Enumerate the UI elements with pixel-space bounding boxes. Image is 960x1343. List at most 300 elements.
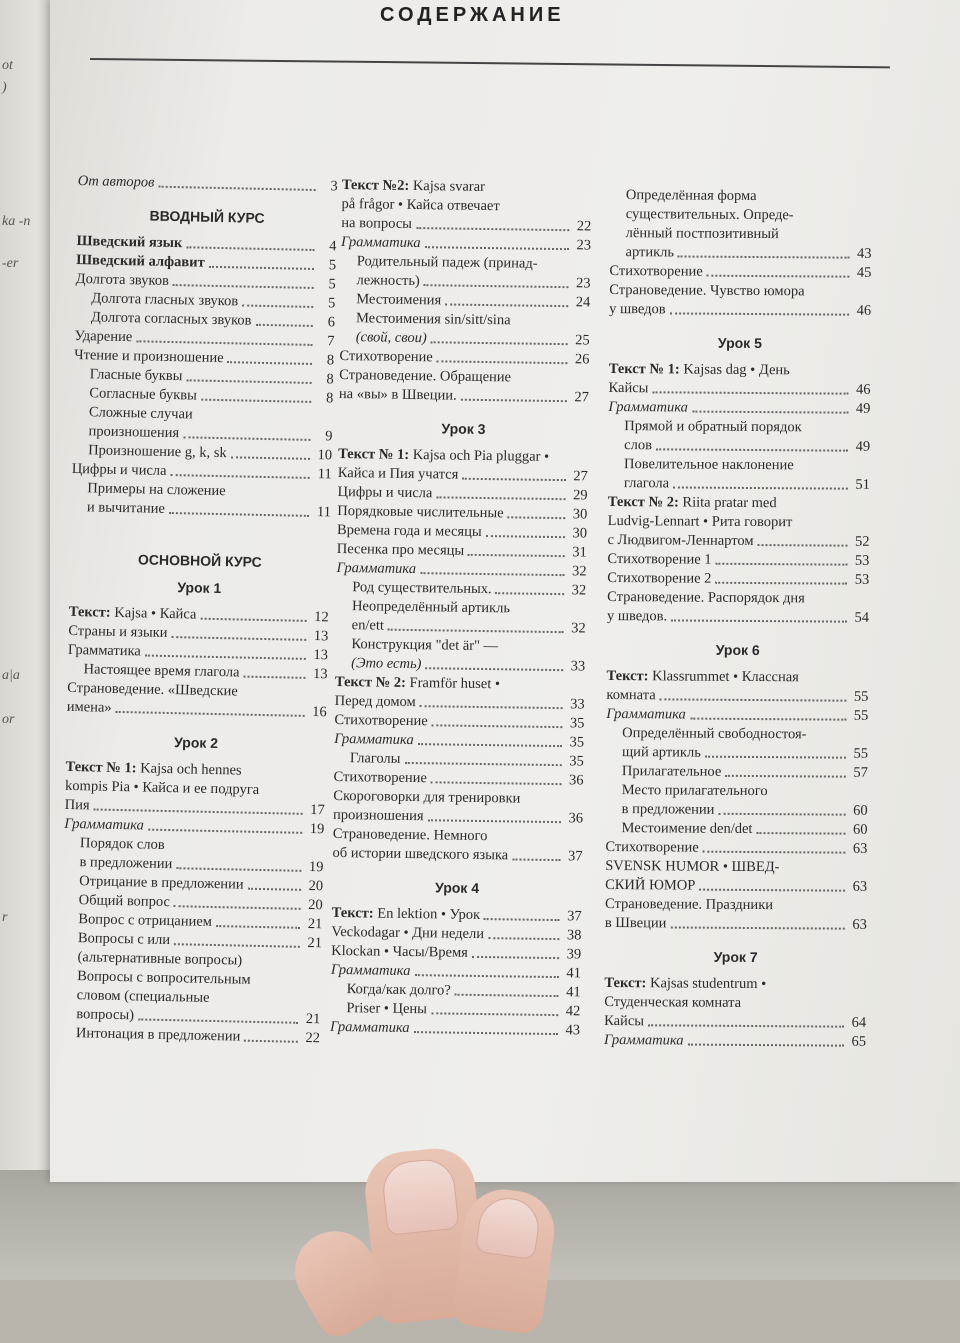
dot-leader [176, 867, 301, 872]
toc-page-number: 30 [572, 525, 588, 542]
dot-leader [715, 582, 847, 585]
toc-entry[interactable] [608, 398, 870, 419]
toc-page-number: 6 [327, 314, 336, 331]
dot-leader [244, 1040, 298, 1043]
toc-entry-title: Стихотворение [333, 768, 428, 787]
dot-leader [201, 399, 312, 403]
toc-entry[interactable] [608, 436, 870, 457]
toc-page-number: 49 [855, 400, 871, 417]
toc-entry[interactable] [67, 698, 327, 722]
dot-leader [431, 781, 562, 785]
toc-entry-title: об истории шведского языка [332, 844, 509, 864]
toc-page-number: 32 [571, 620, 586, 637]
toc-entry-title: Ударение [74, 327, 133, 346]
toc-page-number: 22 [305, 1029, 321, 1047]
left-fragment: ka -n [2, 214, 31, 229]
dot-leader [472, 956, 559, 959]
toc-entry[interactable] [606, 686, 868, 707]
toc-page-number: 9 [325, 428, 333, 445]
toc-page-number: 17 [310, 802, 325, 819]
toc-entry-title: Долгота звуков [75, 270, 170, 289]
toc-page-number: 10 [317, 447, 333, 464]
toc-entry-title: en/ett [351, 617, 385, 634]
toc-entry-title: Текст №2: Kajsa svarar [341, 176, 486, 195]
toc-entry-title: Текст № 1: Kajsa och hennes [65, 758, 242, 779]
dot-leader [455, 994, 559, 997]
dot-leader [756, 832, 845, 835]
dot-leader [242, 304, 313, 307]
toc-column-1 [60, 172, 338, 1048]
toc-entry[interactable] [607, 607, 869, 628]
toc-entry[interactable] [608, 455, 870, 476]
toc-entry-title: Стихотворение 1 [607, 550, 712, 568]
section-heading: Урок 1 [177, 579, 222, 597]
toc-page-number: 7 [327, 333, 335, 350]
toc-entry[interactable] [607, 531, 869, 552]
toc-entry-title: Песенка про месяцы [336, 540, 465, 559]
dot-leader [703, 851, 846, 854]
toc-entry-title: Общий вопрос [78, 892, 171, 911]
dot-leader [673, 486, 848, 489]
toc-entry[interactable] [608, 512, 870, 533]
toc-entry-title: Стихотворение [339, 347, 433, 366]
toc-entry-title: Текст: Kajsa • Кайса [68, 603, 197, 623]
dot-leader [186, 379, 311, 384]
dot-leader [660, 698, 847, 701]
toc-entry-title: у шведов. [606, 607, 668, 625]
toc-page-number: 33 [570, 658, 586, 675]
dot-leader [158, 186, 315, 191]
dot-leader [648, 1024, 844, 1027]
toc-entry-title: в Швеции [604, 914, 667, 932]
toc-entry-title: Veckodagar • Дни недели [331, 923, 485, 943]
toc-page-number: 27 [573, 468, 588, 485]
toc-page-number: 46 [856, 302, 872, 319]
toc-page-number: 5 [328, 257, 337, 274]
dot-leader [437, 360, 568, 364]
toc-entry-title: Неопределённый артикль [351, 598, 511, 617]
dot-leader [484, 918, 560, 921]
dot-leader [725, 775, 846, 778]
toc-entry[interactable] [607, 569, 869, 590]
toc-entry-title: Интонация в предложении [75, 1025, 241, 1045]
dot-leader [462, 478, 566, 481]
toc-page-number: 5 [328, 276, 336, 293]
dot-leader [174, 905, 301, 910]
section-heading: Урок 3 [441, 420, 486, 438]
toc-entry-title: Грамматика [608, 398, 689, 416]
toc-entry-title: Пия [64, 796, 90, 814]
toc-entry-title: Текст № 2: Riita pratar med [607, 493, 777, 512]
toc-entry-title: Стихотворение [609, 262, 703, 280]
toc-page-number: 23 [576, 237, 592, 254]
toc-page-number: 31 [572, 544, 587, 561]
toc-entry-title: слов [624, 437, 653, 454]
toc-entry-title: Определённая форма [625, 187, 757, 205]
dot-leader [388, 629, 564, 633]
toc-entry-title: Вопросы с или [77, 930, 171, 949]
toc-entry-title: у шведов [609, 300, 666, 318]
dot-leader [173, 284, 314, 289]
title-divider [90, 58, 890, 68]
toc-page-number: 63 [852, 840, 868, 857]
toc-entry-title: Кайсы [604, 1012, 645, 1030]
toc-entry-title: Текст № 2: Framför huset • [334, 673, 501, 693]
toc-entry-title: Грамматика [340, 233, 421, 252]
toc-entry[interactable] [606, 781, 868, 802]
toc-page-number: 8 [326, 371, 334, 388]
toc-page-number: 35 [569, 753, 584, 770]
dot-leader [690, 718, 847, 721]
toc-entry-title: Вопрос с отрицанием [78, 911, 213, 930]
toc-page-number: 54 [854, 609, 870, 626]
dot-leader [420, 705, 563, 709]
dot-leader [248, 888, 301, 891]
toc-entry-title: Место прилагательного [621, 782, 768, 800]
toc-page-number: 11 [316, 504, 332, 521]
toc-entry-title: (свой, свои) [355, 329, 427, 347]
toc-page-number: 43 [856, 245, 872, 262]
toc-entry[interactable] [609, 243, 871, 264]
toc-entry-title: Перед домом [334, 692, 416, 711]
toc-entry-title: Цифры и числа [71, 460, 167, 479]
toc-page-number: 63 [852, 916, 867, 933]
toc-page-number: 33 [570, 696, 585, 713]
page-title: СОДЕРЖАНИЕ [380, 4, 565, 26]
toc-entry-title: комната [606, 686, 656, 704]
toc-page-number: 13 [313, 647, 329, 664]
dot-leader [707, 275, 850, 278]
left-page-edge [0, 0, 52, 1280]
dot-leader [169, 512, 309, 517]
left-fragment: or [2, 712, 15, 727]
toc-page-number: 57 [853, 764, 868, 781]
left-fragment: ) [2, 80, 7, 95]
toc-entry-title: kompis Pia • Кайса и ее подруга [64, 777, 260, 798]
dot-leader [228, 361, 313, 365]
hand [260, 1120, 600, 1300]
toc-entry-title: Грамматика [330, 1018, 410, 1037]
toc-entry[interactable] [604, 1031, 866, 1052]
toc-entry-title: глагола [623, 475, 670, 492]
toc-entry[interactable] [60, 1024, 320, 1048]
book-page [50, 0, 960, 1182]
toc-entry-title: Скороговорки для тренировки [333, 787, 521, 807]
section-heading: Урок 5 [717, 334, 762, 352]
toc-entry-title: Примеры на сложение [87, 480, 226, 500]
section-heading: ВВОДНЫЙ КУРС [149, 207, 265, 226]
toc-page-number: 49 [855, 438, 871, 455]
dot-leader [699, 889, 845, 892]
toc-entry-title: Грамматика [330, 961, 411, 980]
toc-entry[interactable] [609, 379, 871, 400]
toc-entry-title: Сложные случаи [88, 404, 193, 423]
dot-leader [183, 436, 310, 441]
dot-leader [678, 255, 850, 258]
toc-entry-title: Цифры и числа [337, 483, 433, 502]
toc-entry-title: Чтение и произношение [74, 346, 224, 367]
toc-entry-title: Студенческая комната [604, 993, 742, 1011]
toc-entry-title: Конструкция "det är" — [351, 636, 499, 655]
toc-entry-title: Грамматика [334, 730, 414, 749]
toc-entry[interactable] [606, 743, 868, 764]
toc-entry[interactable] [608, 493, 870, 514]
dot-leader [209, 266, 314, 270]
toc-entry-title: Повелительное наклонение [624, 456, 794, 474]
toc-page-number: 20 [308, 877, 324, 895]
dot-leader [145, 655, 306, 660]
dot-leader [418, 743, 563, 747]
dot-leader [508, 516, 566, 519]
toc-entry[interactable] [339, 385, 589, 407]
toc-page-number: 19 [308, 858, 324, 876]
toc-entry[interactable] [605, 819, 867, 840]
toc-entry[interactable] [604, 974, 866, 995]
toc-page-number: 21 [307, 915, 323, 933]
section-heading: Урок 7 [713, 948, 758, 966]
toc-entry-title: щий артикль [621, 744, 701, 761]
section-heading: Урок 4 [434, 879, 480, 896]
dot-leader [404, 762, 561, 766]
toc-entry-title: Порядковые числительные [337, 502, 504, 522]
toc-entry-title: Текст: Klassrummet • Классная [606, 667, 799, 686]
toc-entry-title: артикль [625, 244, 675, 261]
toc-entry-title: Кайса и Пия учатся [337, 464, 459, 483]
left-fragment: a|a [2, 668, 20, 683]
dot-leader [688, 1044, 845, 1047]
toc-entry-title: Грамматика [336, 559, 417, 578]
toc-entry-title: Прямой и обратный порядок [624, 418, 802, 436]
toc-entry-title: произношения [332, 806, 424, 825]
toc-page-number: 12 [314, 609, 329, 626]
dot-leader [428, 819, 561, 823]
dot-leader [424, 284, 569, 288]
dot-leader [231, 456, 310, 460]
toc-page-number: 63 [852, 878, 868, 895]
toc-page-number: 21 [307, 934, 323, 952]
toc-entry-title: Родительный падеж (принад- [356, 253, 538, 272]
toc-page-number: 29 [572, 487, 588, 504]
toc-entry-title: Страноведение. Обращение [339, 366, 512, 386]
toc-entry-title: Порядок слов [79, 835, 165, 853]
toc-entry-title: Текст № 1: Kajsas dag • День [608, 360, 790, 379]
toc-entry[interactable] [607, 588, 869, 609]
toc-entry-title: От авторов [77, 172, 155, 191]
toc-entry[interactable] [605, 838, 867, 859]
dot-leader [461, 399, 567, 402]
toc-entry-title: Priser • Цены [346, 1000, 428, 1018]
toc-entry-title: Шведский язык [76, 232, 183, 252]
toc-page-number: 3 [330, 178, 338, 195]
toc-entry[interactable] [610, 205, 872, 226]
toc-entry[interactable] [606, 724, 868, 745]
toc-page-number: 53 [854, 571, 870, 588]
toc-page-number: 8 [325, 390, 334, 407]
dot-leader [445, 303, 568, 307]
toc-entry-title: Вопросы с вопросительным [76, 968, 251, 988]
toc-entry-title: Прилагательное [621, 763, 722, 780]
fingernail [475, 1194, 542, 1260]
toc-entry-title: Определённый свободностоя- [622, 725, 807, 743]
dot-leader [416, 227, 569, 231]
toc-entry-title: (альтернативные вопросы) [77, 949, 243, 969]
toc-entry[interactable] [78, 172, 338, 196]
toc-entry-title: Страноведение. Праздники [604, 895, 774, 914]
toc-page-number: 20 [308, 896, 323, 914]
toc-entry[interactable] [605, 895, 867, 916]
dot-leader [716, 563, 848, 566]
toc-entry-title: Грамматика [67, 641, 141, 660]
dot-leader [488, 937, 559, 940]
dot-leader [652, 391, 848, 394]
toc-page-number: 5 [327, 295, 336, 312]
toc-page-number: 65 [851, 1033, 867, 1050]
toc-entry[interactable] [606, 800, 868, 821]
dot-leader [148, 829, 303, 834]
toc-page-number: 35 [569, 734, 585, 751]
toc-page-number: 26 [574, 351, 590, 368]
toc-entry-title: Страноведение. Чувство юмора [609, 281, 805, 300]
dot-leader [432, 724, 563, 728]
dot-leader [496, 592, 565, 595]
toc-page-number: 11 [317, 466, 332, 483]
toc-entry-title: лежность) [356, 272, 420, 290]
toc-entry-title: Шведский алфавит [75, 251, 205, 271]
dot-leader [486, 535, 565, 538]
toc-entry-title: с Людвигом-Леннартом [607, 531, 754, 550]
toc-page-number: 36 [568, 772, 584, 789]
left-fragment: -er [2, 256, 19, 271]
toc-entry[interactable] [607, 550, 869, 571]
dot-leader [692, 411, 849, 414]
toc-entry-title: Грамматика [606, 705, 686, 723]
toc-entry-title: словом (специальные [76, 987, 210, 1006]
toc-entry[interactable] [609, 300, 871, 321]
toc-entry[interactable] [606, 705, 868, 726]
toc-entry-title: в предложении [79, 854, 173, 873]
toc-entry-title: Страноведение. Распорядок дня [607, 588, 805, 607]
toc-entry-title: Текст № 1: Kajsa och Pia pluggar • [338, 445, 550, 465]
toc-page-number: 64 [851, 1014, 867, 1031]
toc-entry[interactable] [608, 417, 870, 438]
toc-page-number: 38 [566, 927, 582, 944]
toc-page-number: 24 [575, 294, 591, 311]
toc-page-number: 55 [853, 745, 869, 762]
toc-entry-title: SVENSK HUMOR • ШВЕД- [605, 857, 780, 876]
toc-entry[interactable] [605, 876, 867, 897]
toc-entry[interactable] [604, 993, 866, 1014]
toc-entry[interactable] [608, 474, 870, 495]
toc-entry[interactable] [610, 224, 872, 245]
dot-leader [94, 808, 303, 814]
toc-entry-title: Согласные буквы [89, 385, 198, 404]
left-fragment: r [2, 910, 8, 925]
toc-page-number: 53 [854, 552, 870, 569]
toc-entry-title: лённый постпозитивный [625, 225, 779, 243]
dot-leader [431, 1012, 558, 1016]
toc-entry[interactable] [604, 1012, 866, 1033]
toc-page-number: 19 [309, 821, 325, 838]
fingernail [380, 1157, 459, 1236]
toc-entry-title: Местоимения [356, 291, 442, 309]
toc-entry-title: Отрицание в предложении [78, 873, 244, 893]
toc-entry-title: Стихотворение [605, 838, 699, 856]
toc-entry-title: Долгота согласных звуков [90, 309, 252, 329]
toc-entry[interactable] [610, 186, 872, 207]
toc-page-number: 36 [568, 810, 584, 827]
toc-entry[interactable] [609, 360, 871, 381]
toc-entry-title: Страноведение. «Шведские [67, 679, 238, 700]
toc-entry[interactable] [606, 762, 868, 783]
toc-entry-title: Klockan • Часы/Время [331, 942, 468, 961]
dot-leader [425, 246, 570, 250]
dot-leader [671, 619, 847, 622]
toc-entry-title: Глаголы [349, 750, 401, 767]
dot-leader [414, 1031, 559, 1035]
dot-leader [116, 711, 305, 717]
section-heading: Урок 6 [715, 641, 760, 659]
toc-page-number: 13 [313, 628, 329, 645]
toc-entry-title: вопросы) [76, 1006, 135, 1024]
toc-entry[interactable] [609, 281, 871, 302]
toc-entry[interactable] [605, 914, 867, 935]
toc-entry-title: Текст: Kajsas studentrum • [604, 974, 767, 993]
toc-entry[interactable] [332, 844, 582, 866]
toc-page-number: 4 [329, 238, 337, 255]
dot-leader [136, 340, 312, 346]
dot-leader [436, 496, 565, 500]
toc-entry-title: Настоящее время глагола [83, 661, 240, 681]
toc-entry[interactable] [609, 262, 871, 283]
toc-entry-title: на вопросы [341, 214, 413, 232]
toc-page-number: 35 [569, 715, 585, 732]
dot-leader [200, 618, 306, 622]
toc-entry[interactable] [330, 1018, 580, 1040]
dot-leader [670, 926, 844, 929]
toc-page-number: 27 [574, 389, 590, 406]
dot-leader [170, 474, 309, 479]
toc-page-number: 37 [567, 848, 583, 865]
toc-page-number: 52 [854, 533, 870, 550]
left-fragment: ot [2, 58, 13, 73]
toc-page-number: 45 [856, 264, 872, 281]
toc-entry-title: Стихотворение 2 [607, 569, 712, 587]
toc-page-number: 32 [571, 582, 587, 599]
toc-column-2 [330, 176, 592, 1040]
toc-entry-title: имена» [66, 698, 112, 716]
toc-entry[interactable] [605, 857, 867, 878]
toc-entry[interactable] [607, 667, 869, 688]
dot-leader [670, 312, 849, 315]
toc-entry-title: произношения [88, 423, 180, 442]
toc-column-3 [604, 186, 872, 1052]
dot-leader [431, 341, 568, 345]
toc-entry-title: существительных. Опреде- [625, 206, 794, 224]
toc-entry-title: Род существительных. [352, 579, 492, 598]
dot-leader [705, 756, 846, 759]
toc-entry-title: Страны и языки [68, 622, 168, 641]
toc-entry-title: Кайсы [608, 379, 649, 397]
toc-page-number: 22 [576, 218, 592, 235]
toc-page-number: 25 [575, 332, 590, 349]
toc-page-number: 55 [853, 707, 869, 724]
toc-entry-title: Гласные буквы [89, 366, 183, 385]
toc-entry-title: Местоимения sin/sitt/sina [355, 310, 511, 329]
toc-entry-title: Долгота гласных звуков [91, 290, 239, 310]
toc-page-number: 51 [855, 476, 870, 493]
dot-leader [468, 554, 565, 557]
toc-entry-title: Грамматика [64, 815, 144, 834]
